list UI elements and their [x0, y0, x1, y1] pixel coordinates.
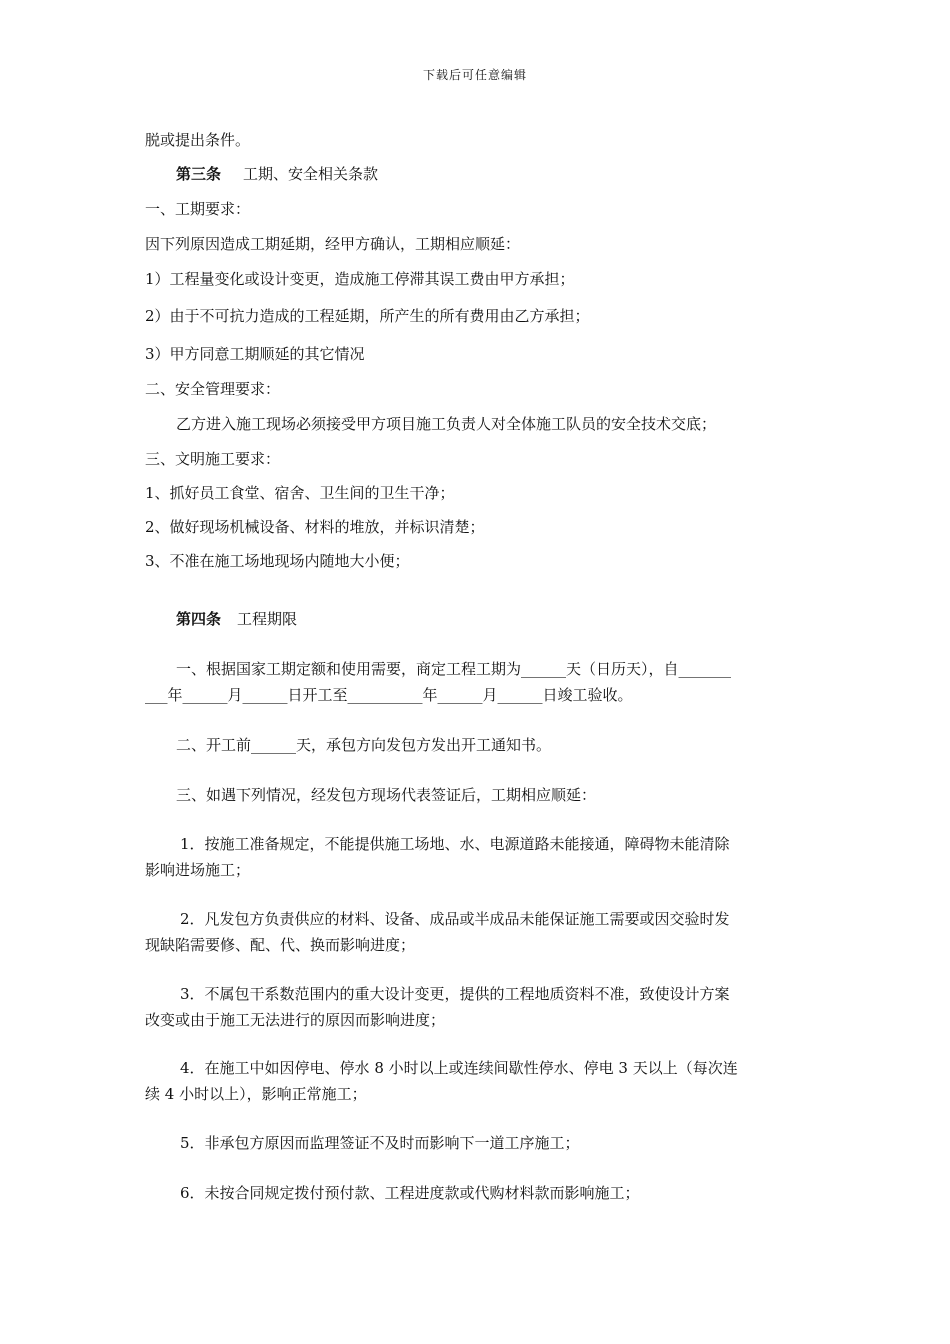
text-line: ___年______月______日开工至__________年______月______日竣工验收。 [145, 686, 633, 704]
list-item: 1、抓好员工食堂、宿舍、卫生间的卫生干净； [145, 484, 455, 502]
text-line: 脱或提出条件。 [145, 131, 251, 149]
text-line: 三、如遇下列情况，经发包方现场代表签证后，工期相应顺延： [176, 786, 597, 804]
text-line: 乙方进入施工现场必须接受甲方项目施工负责人对全体施工队员的安全技术交底； [176, 415, 717, 433]
article-label: 第三条 [176, 165, 222, 183]
text-line: 二、开工前______天，承包方向发包方发出开工通知书。 [176, 736, 552, 754]
list-item: 2．凡发包方负责供应的材料、设备、成品或半成品未能保证施工需要或因交验时发 [180, 910, 730, 928]
text-line: 一、根据国家工期定额和使用需要，商定工程工期为______天（日历天），自_______ [176, 660, 732, 678]
section-heading: 一、工期要求： [145, 200, 251, 218]
list-item: 1）工程量变化或设计变更，造成施工停滞其误工费由甲方承担； [145, 270, 575, 288]
section-heading: 三、文明施工要求： [145, 450, 281, 468]
article-title: 工程期限 [237, 610, 298, 628]
list-item: 3．不属包干系数范围内的重大设计变更，提供的工程地质资料不准，致使设计方案 [180, 985, 730, 1003]
article-3-heading [176, 163, 378, 185]
article-title: 工期、安全相关条款 [243, 165, 379, 183]
text-line: 现缺陷需要修、配、代、换而影响进度； [145, 936, 416, 954]
text-line: 影响进场施工； [145, 861, 251, 879]
list-item: 2、做好现场机械设备、材料的堆放，并标识清楚； [145, 518, 485, 536]
list-item: 3）甲方同意工期顺延的其它情况 [145, 345, 365, 363]
list-item: 5．非承包方原因而监理签证不及时而影响下一道工序施工； [180, 1134, 580, 1152]
list-item: 1．按施工准备规定，不能提供施工场地、水、电源道路未能接通，障碍物未能清除 [180, 835, 730, 853]
list-item: 3、不准在施工场地现场内随地大小便； [145, 552, 410, 570]
page-header: 下载后可任意编辑 [422, 68, 527, 82]
article-label: 第四条 [176, 610, 222, 628]
list-item: 6．未按合同规定拨付预付款、工程进度款或代购材料款而影响施工； [180, 1184, 640, 1202]
list-item: 4．在施工中如因停电、停水 8 小时以上或连续间歇性停水、停电 3 天以上（每次连 [180, 1059, 738, 1077]
section-heading: 二、安全管理要求： [145, 380, 281, 398]
list-item: 2）由于不可抗力造成的工程延期，所产生的所有费用由乙方承担； [145, 307, 590, 325]
text-line: 因下列原因造成工期延期，经甲方确认，工期相应顺延： [145, 235, 521, 253]
text-line: 续 4 小时以上），影响正常施工； [145, 1085, 367, 1103]
article-4-heading [176, 608, 297, 630]
text-line: 改变或由于施工无法进行的原因而影响进度； [145, 1011, 446, 1029]
